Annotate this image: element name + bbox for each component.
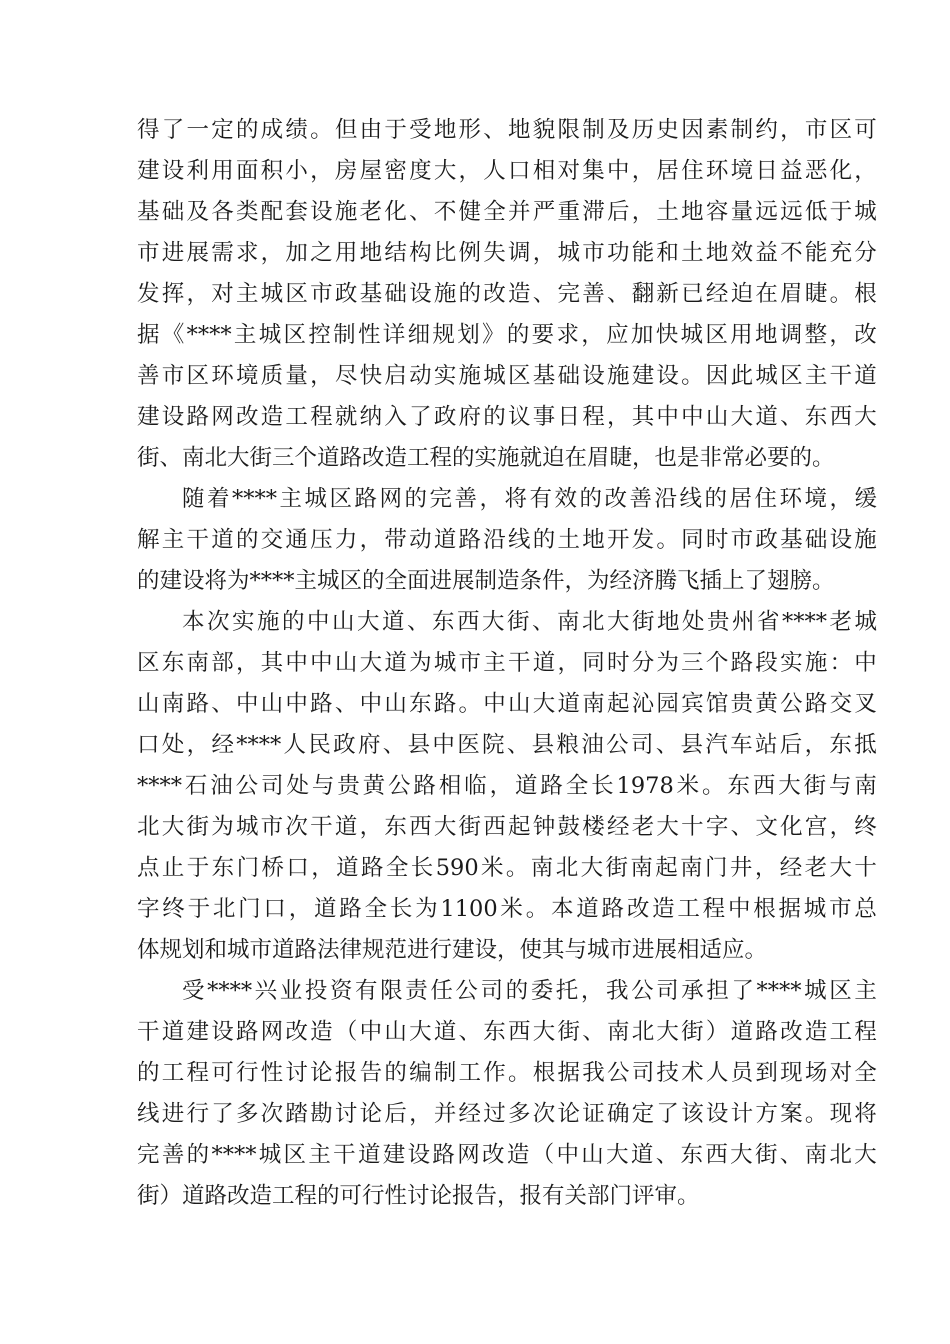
text-line: 北 大 街 为 城 市 次 干 道 ， 东 西 大 街 西 起 钟 鼓 楼 经 老 大 十 字 、 文 化 宫 ， 终 <box>137 814 877 840</box>
text-line: 建 设 路 网 改 造 工 程 就 纳 入 了 政 府 的 议 事 日 程 ， 其 中 中 山 大 道 、 东 西 大 <box>137 404 877 430</box>
text-line: 得 了 一 定 的 成 绩 。 但 由 于 受 地 形 、 地 貌 限 制 及 历 史 因 素 制 约 ， 市 区 可 <box>137 117 877 143</box>
text-line: **** 石 油 公 司 处 与 贵 黄 公 路 相 临 ， 道 路 全 长 1978 米 。 东 西 大 街 与 南 <box>137 773 877 799</box>
text-line: 的建设将为****主城区的全面进展制造条件，为经济腾飞插上了翅膀。 <box>137 568 835 594</box>
text-line: 据 《 **** 主 城 区 控 制 性 详 细 规 划 》 的 要 求 ， 应 加 快 城 区 用 地 调 整 ， 改 <box>137 322 877 348</box>
text-line: 区 东 南 部 ， 其 中 中 山 大 道 为 城 市 主 干 道 ， 同 时 分 为 三 个 路 段 实 施 ： 中 <box>137 650 877 676</box>
text-line: 的 工 程 可 行 性 讨 论 报 告 的 编 制 工 作 。 根 据 我 公 司 技 术 人 员 到 现 场 对 全 <box>137 1060 877 1086</box>
text-line: 口 处 ， 经 **** 人 民 政 府 、 县 中 医 院 、 县 粮 油 公 司 、 县 汽 车 站 后 ， 东 抵 <box>137 732 877 758</box>
text-line: 受 **** 兴 业 投 资 有 限 责 任 公 司 的 委 托 ， 我 公 司 承 担 了 **** 城 区 主 <box>182 978 877 1004</box>
text-line: 线 进 行 了 多 次 踏 勘 讨 论 后 ， 并 经 过 多 次 论 证 确 定 了 该 设 计 方 案 。 现 将 <box>137 1101 877 1127</box>
text-line: 建 设 利 用 面 积 小 ， 房 屋 密 度 大 ， 人 口 相 对 集 中 ， 居 住 环 境 日 益 恶 化 ， <box>137 158 877 184</box>
text-line: 善 市 区 环 境 质 量 ， 尽 快 启 动 实 施 城 区 基 础 设 施 建 设 。 因 此 城 区 主 干 道 <box>137 363 877 389</box>
text-line: 基 础 及 各 类 配 套 设 施 老 化 、 不 健 全 并 严 重 滞 后 ， 土 地 容 量 远 远 低 于 城 <box>137 199 877 225</box>
text-line: 完 善 的 **** 城 区 主 干 道 建 设 路 网 改 造 （ 中 山 大 道 、 东 西 大 街 、 南 北 大 <box>137 1142 877 1168</box>
text-line: 点 止 于 东 门 桥 口 ， 道 路 全 长 590 米 。 南 北 大 街 南 起 南 门 井 ， 经 老 大 十 <box>137 855 877 881</box>
text-line: 本 次 实 施 的 中 山 大 道 、 东 西 大 街 、 南 北 大 街 地 处 贵 州 省 **** 老 城 <box>182 609 877 635</box>
text-line: 字 终 于 北 门 口 ， 道 路 全 长 为 1100 米 。 本 道 路 改 造 工 程 中 根 据 城 市 总 <box>137 896 877 922</box>
text-line: 街）道路改造工程的可行性讨论报告，报有关部门评审。 <box>137 1183 700 1209</box>
text-line: 市 进 展 需 求 ， 加 之 用 地 结 构 比 例 失 调 ， 城 市 功 能 和 土 地 效 益 不 能 充 分 <box>137 240 877 266</box>
text-line: 发 挥 ， 对 主 城 区 市 政 基 础 设 施 的 改 造 、 完 善 、 翻 新 已 经 迫 在 眉 睫 。 根 <box>137 281 877 307</box>
text-line: 干 道 建 设 路 网 改 造 （ 中 山 大 道 、 东 西 大 街 、 南 北 大 街 ） 道 路 改 造 工 程 <box>137 1019 877 1045</box>
text-line: 解 主 干 道 的 交 通 压 力 ， 带 动 道 路 沿 线 的 土 地 开 发 。 同 时 市 政 基 础 设 施 <box>137 527 877 553</box>
text-line: 山 南 路 、 中 山 中 路 、 中 山 东 路 。 中 山 大 道 南 起 沁 园 宾 馆 贵 黄 公 路 交 叉 <box>137 691 877 717</box>
text-line: 街、南北大街三个道路改造工程的实施就迫在眉睫，也是非常必要的。 <box>137 445 835 471</box>
text-line: 随 着 **** 主 城 区 路 网 的 完 善 ， 将 有 效 的 改 善 沿 线 的 居 住 环 境 ， 缓 <box>182 486 877 512</box>
document-body <box>137 110 877 1217</box>
text-line: 体规划和城市道路法律规范进行建设，使其与城市进展相适应。 <box>137 937 768 963</box>
